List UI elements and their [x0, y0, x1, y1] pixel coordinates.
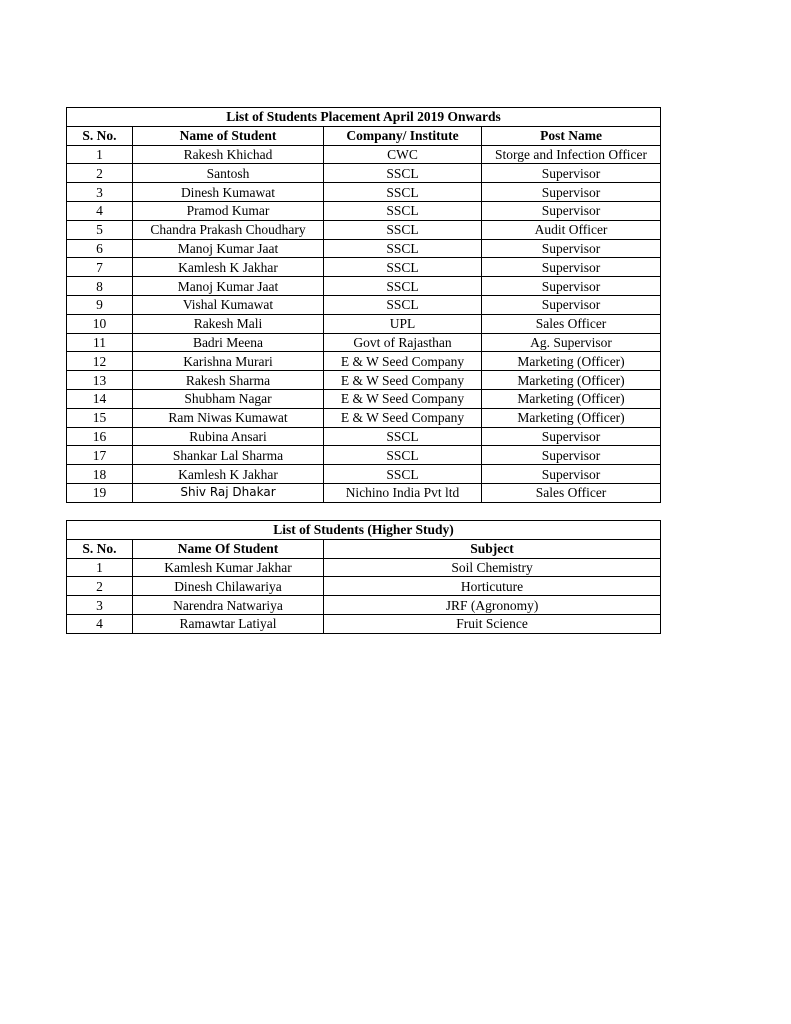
cell-company: SSCL: [324, 446, 482, 465]
cell-company: SSCL: [324, 427, 482, 446]
cell-post: Marketing (Officer): [482, 408, 661, 427]
cell-post: Marketing (Officer): [482, 389, 661, 408]
table-row: [67, 408, 661, 427]
cell-student-name: Rakesh Mali: [133, 314, 324, 333]
table-row: [67, 145, 661, 164]
higher-study-title: List of Students (Higher Study): [67, 521, 661, 540]
cell-student-name: Rakesh Khichad: [133, 145, 324, 164]
cell-sno: 18: [67, 465, 133, 484]
table-row: [67, 333, 661, 352]
column-header-name: Name Of Student: [133, 539, 324, 558]
cell-subject: Soil Chemistry: [324, 558, 661, 577]
cell-student-name: Shankar Lal Sharma: [133, 446, 324, 465]
cell-student-name: Karishna Murari: [133, 352, 324, 371]
cell-sno: 13: [67, 371, 133, 390]
cell-post: Supervisor: [482, 295, 661, 314]
table-row: [67, 258, 661, 277]
cell-post: Marketing (Officer): [482, 371, 661, 390]
cell-sno: 19: [67, 483, 133, 502]
cell-post: Supervisor: [482, 201, 661, 220]
table-row: [67, 295, 661, 314]
cell-company: UPL: [324, 314, 482, 333]
cell-company: SSCL: [324, 465, 482, 484]
cell-student-name: Vishal Kumawat: [133, 295, 324, 314]
cell-post: Supervisor: [482, 164, 661, 183]
table-row: [67, 389, 661, 408]
cell-company: SSCL: [324, 258, 482, 277]
cell-post: Supervisor: [482, 258, 661, 277]
cell-post: Supervisor: [482, 239, 661, 258]
table-row: [67, 596, 661, 615]
table-row: [67, 614, 661, 633]
column-header-sno: S. No.: [67, 539, 133, 558]
cell-sno: 11: [67, 333, 133, 352]
cell-student-name: Ramawtar Latiyal: [133, 614, 324, 633]
cell-student-name: Ram Niwas Kumawat: [133, 408, 324, 427]
cell-sno: 15: [67, 408, 133, 427]
placement-body: [67, 145, 661, 502]
column-header-name: Name of Student: [133, 126, 324, 145]
table-row: [67, 239, 661, 258]
cell-subject: Horticuture: [324, 577, 661, 596]
cell-student-name: Dinesh Kumawat: [133, 183, 324, 202]
cell-post: Supervisor: [482, 446, 661, 465]
cell-sno: 1: [67, 145, 133, 164]
cell-student-name: Manoj Kumar Jaat: [133, 239, 324, 258]
cell-student-name: Pramod Kumar: [133, 201, 324, 220]
column-header-post: Post Name: [482, 126, 661, 145]
cell-post: Ag. Supervisor: [482, 333, 661, 352]
table-row: [67, 371, 661, 390]
column-header-sno: S. No.: [67, 126, 133, 145]
table-row: [67, 577, 661, 596]
cell-student-name: Santosh: [133, 164, 324, 183]
placement-table: [66, 107, 661, 503]
table-row: [67, 220, 661, 239]
cell-company: E & W Seed Company: [324, 352, 482, 371]
cell-post: Sales Officer: [482, 314, 661, 333]
cell-student-name: Rakesh Sharma: [133, 371, 324, 390]
column-header-subject: Subject: [324, 539, 661, 558]
cell-student-name: Rubina Ansari: [133, 427, 324, 446]
column-header-company: Company/ Institute: [324, 126, 482, 145]
cell-post: Supervisor: [482, 277, 661, 296]
table-row: [67, 427, 661, 446]
table-row: [67, 352, 661, 371]
cell-sno: 10: [67, 314, 133, 333]
cell-student-name: Dinesh Chilawariya: [133, 577, 324, 596]
cell-sno: 3: [67, 596, 133, 615]
cell-sno: 2: [67, 577, 133, 596]
cell-sno: 6: [67, 239, 133, 258]
cell-company: SSCL: [324, 277, 482, 296]
cell-post: Sales Officer: [482, 483, 661, 502]
cell-company: SSCL: [324, 295, 482, 314]
cell-post: Supervisor: [482, 465, 661, 484]
cell-company: SSCL: [324, 220, 482, 239]
cell-sno: 4: [67, 614, 133, 633]
higher-study-table: [66, 520, 661, 634]
table-row: [67, 314, 661, 333]
cell-company: SSCL: [324, 164, 482, 183]
cell-student-name: Kamlesh K Jakhar: [133, 465, 324, 484]
cell-student-name: Narendra Natwariya: [133, 596, 324, 615]
cell-student-name: Shiv Raj Dhakar: [133, 483, 324, 502]
higher-study-body: [67, 558, 661, 633]
cell-company: E & W Seed Company: [324, 371, 482, 390]
table-row: [67, 277, 661, 296]
cell-student-name: Kamlesh K Jakhar: [133, 258, 324, 277]
cell-post: Supervisor: [482, 183, 661, 202]
table-row: [67, 183, 661, 202]
cell-student-name: Manoj Kumar Jaat: [133, 277, 324, 296]
cell-company: Govt of Rajasthan: [324, 333, 482, 352]
higher-study-title-row: [67, 521, 661, 540]
cell-sno: 12: [67, 352, 133, 371]
table-row: [67, 446, 661, 465]
cell-sno: 16: [67, 427, 133, 446]
higher-study-header-row: [67, 539, 661, 558]
cell-post: Storge and Infection Officer: [482, 145, 661, 164]
cell-company: SSCL: [324, 183, 482, 202]
cell-sno: 14: [67, 389, 133, 408]
placement-title-row: [67, 108, 661, 127]
cell-company: SSCL: [324, 201, 482, 220]
cell-sno: 9: [67, 295, 133, 314]
cell-post: Marketing (Officer): [482, 352, 661, 371]
cell-sno: 4: [67, 201, 133, 220]
cell-student-name: Kamlesh Kumar Jakhar: [133, 558, 324, 577]
cell-company: SSCL: [324, 239, 482, 258]
cell-student-name: Badri Meena: [133, 333, 324, 352]
table-row: [67, 201, 661, 220]
table-row: [67, 483, 661, 502]
table-row: [67, 164, 661, 183]
cell-post: Audit Officer: [482, 220, 661, 239]
table-row: [67, 465, 661, 484]
cell-sno: 2: [67, 164, 133, 183]
cell-student-name: Chandra Prakash Choudhary: [133, 220, 324, 239]
cell-sno: 1: [67, 558, 133, 577]
cell-sno: 3: [67, 183, 133, 202]
cell-sno: 8: [67, 277, 133, 296]
placement-header-row: [67, 126, 661, 145]
cell-company: E & W Seed Company: [324, 389, 482, 408]
cell-sno: 7: [67, 258, 133, 277]
cell-student-name: Shubham Nagar: [133, 389, 324, 408]
cell-subject: Fruit Science: [324, 614, 661, 633]
cell-sno: 17: [67, 446, 133, 465]
cell-sno: 5: [67, 220, 133, 239]
cell-company: CWC: [324, 145, 482, 164]
placement-title: List of Students Placement April 2019 Onwards: [67, 108, 661, 127]
cell-company: E & W Seed Company: [324, 408, 482, 427]
cell-subject: JRF (Agronomy): [324, 596, 661, 615]
cell-post: Supervisor: [482, 427, 661, 446]
table-row: [67, 558, 661, 577]
cell-company: Nichino India Pvt ltd: [324, 483, 482, 502]
